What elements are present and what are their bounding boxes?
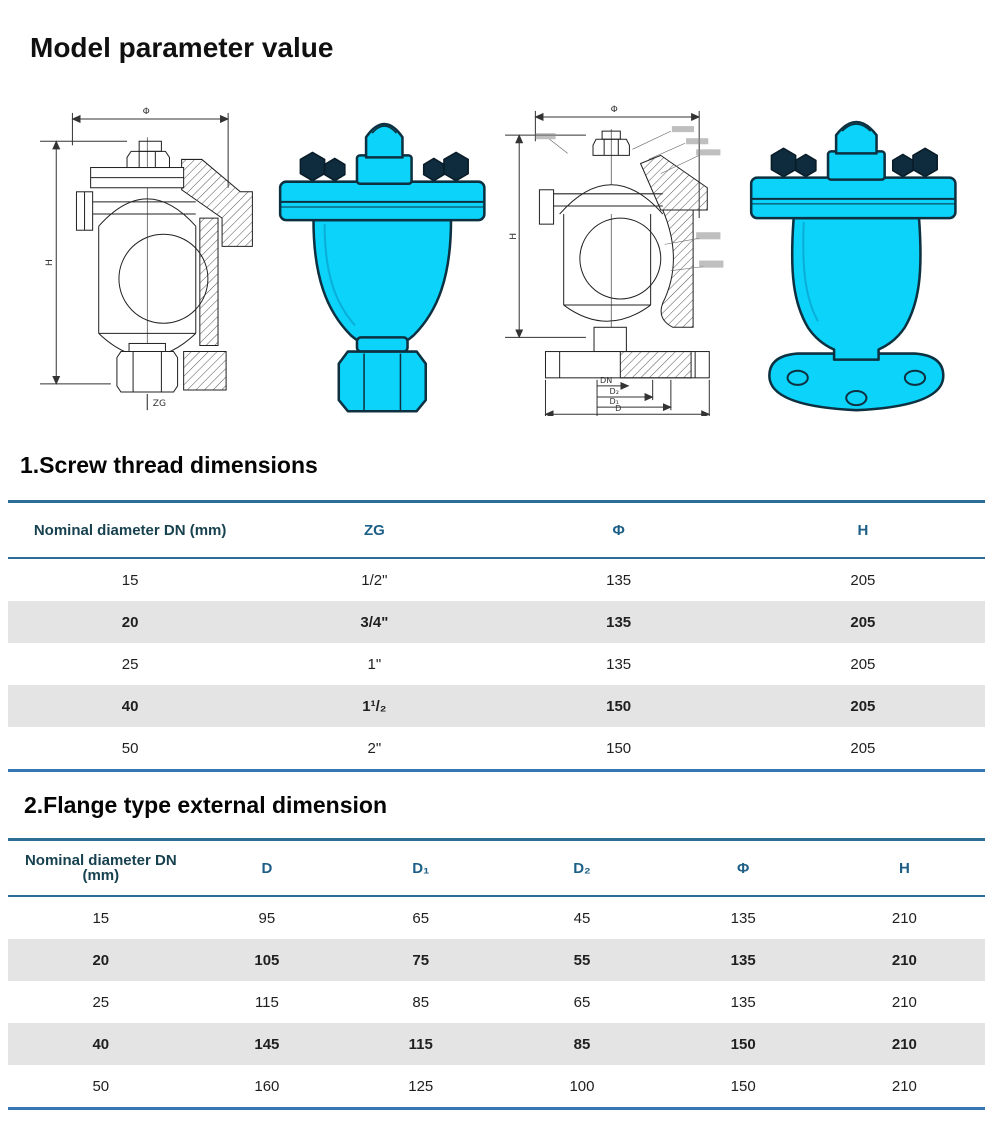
table-cell: 115	[254, 993, 279, 1011]
table-cell: 205	[850, 571, 876, 589]
table-cell: 40	[92, 1035, 110, 1053]
flange-valve-illustration	[735, 96, 963, 416]
table-cell: 50	[92, 1077, 110, 1095]
table-cell: 205	[850, 697, 876, 715]
table-cell: 210	[891, 909, 917, 927]
dim-label-h: H	[509, 232, 520, 240]
dim-label-zg: ZG	[152, 399, 167, 410]
dim-label-h: H	[45, 259, 56, 266]
table-cell: 2"	[367, 739, 382, 757]
table-row	[8, 939, 985, 981]
dim-label-d2: D₂	[609, 386, 619, 397]
table-cell: 135	[730, 951, 756, 969]
table-cell: 50	[121, 739, 139, 757]
table-cell: 135	[730, 993, 756, 1011]
table-cell: 75	[412, 951, 430, 969]
column-header: D₁	[412, 859, 430, 877]
table-cell: 100	[569, 1077, 595, 1095]
column-header: D₂	[573, 859, 591, 877]
table-cell: 20	[121, 613, 139, 631]
table-cell: 135	[606, 613, 632, 631]
table-row	[8, 1023, 985, 1065]
section-1-heading: 1.Screw thread dimensions	[20, 452, 318, 478]
table-cell: 85	[573, 1035, 591, 1053]
thread-valve-line-drawing	[34, 96, 262, 416]
dim-label-d1: D₁	[609, 396, 619, 407]
column-header: Φ	[612, 521, 625, 539]
flange-dimension-table	[8, 838, 985, 1110]
table-cell: 145	[254, 1035, 280, 1053]
column-header: H	[898, 859, 910, 877]
table-cell: 210	[891, 1077, 917, 1095]
table-cell: 1"	[367, 655, 382, 673]
column-header: ZG	[363, 521, 385, 539]
table-cell: 15	[92, 909, 110, 927]
table-cell: 105	[254, 951, 280, 969]
column-header: H	[857, 521, 869, 539]
page-title: Model parameter value	[30, 32, 334, 63]
thread-valve-illustration	[268, 96, 496, 416]
table-row	[8, 897, 985, 939]
table-cell: 210	[891, 1035, 917, 1053]
table-row	[8, 1065, 985, 1107]
column-header: Φ	[737, 859, 750, 877]
table-cell: 55	[573, 951, 591, 969]
screw-thread-table	[8, 500, 985, 772]
table-cell: 20	[92, 951, 110, 969]
table-cell: 1/2"	[361, 571, 388, 589]
table-row	[8, 727, 985, 769]
table-cell: 210	[891, 951, 917, 969]
column-header: Nominal diameter DN (mm)	[24, 852, 177, 884]
table-cell: 65	[412, 909, 430, 927]
table-cell: 135	[606, 571, 632, 589]
table-cell: 160	[254, 1077, 280, 1095]
table-cell: 205	[850, 739, 876, 757]
table-header-row	[8, 503, 985, 559]
table-cell: 65	[573, 993, 591, 1011]
table-cell: 40	[121, 697, 139, 715]
table-row	[8, 685, 985, 727]
table-cell: 115	[408, 1035, 433, 1053]
table-row	[8, 559, 985, 601]
dim-label-dn: DN	[600, 374, 613, 385]
table-cell: 205	[850, 613, 876, 631]
table-row	[8, 643, 985, 685]
flange-valve-line-drawing	[501, 96, 729, 416]
table-cell: 150	[606, 697, 632, 715]
table-cell: 125	[408, 1077, 434, 1095]
dim-label-d: D	[615, 403, 622, 414]
table-header-row	[8, 841, 985, 897]
dim-label-phi: Φ	[142, 106, 150, 117]
table-cell: 210	[891, 993, 917, 1011]
table-cell: 150	[606, 739, 632, 757]
drawings-row	[34, 96, 962, 416]
table-cell: 135	[730, 909, 756, 927]
table-cell: 85	[412, 993, 430, 1011]
section-2-heading: 2.Flange type external dimension	[24, 792, 387, 818]
table-cell: 150	[730, 1035, 756, 1053]
column-header: D	[261, 859, 273, 877]
dim-label-phi: Φ	[610, 104, 618, 115]
table-row	[8, 981, 985, 1023]
table-cell: 150	[730, 1077, 756, 1095]
table-cell: 25	[121, 655, 139, 673]
table-cell: 95	[258, 909, 276, 927]
table-cell: 1¹/₂	[362, 697, 387, 715]
table-cell: 25	[92, 993, 110, 1011]
column-header: Nominal diameter DN (mm)	[33, 521, 227, 539]
table-cell: 15	[121, 571, 139, 589]
table-cell: 45	[573, 909, 591, 927]
table-row	[8, 601, 985, 643]
table-cell: 3/4"	[360, 613, 389, 631]
table-cell: 135	[606, 655, 632, 673]
table-cell: 205	[850, 655, 876, 673]
